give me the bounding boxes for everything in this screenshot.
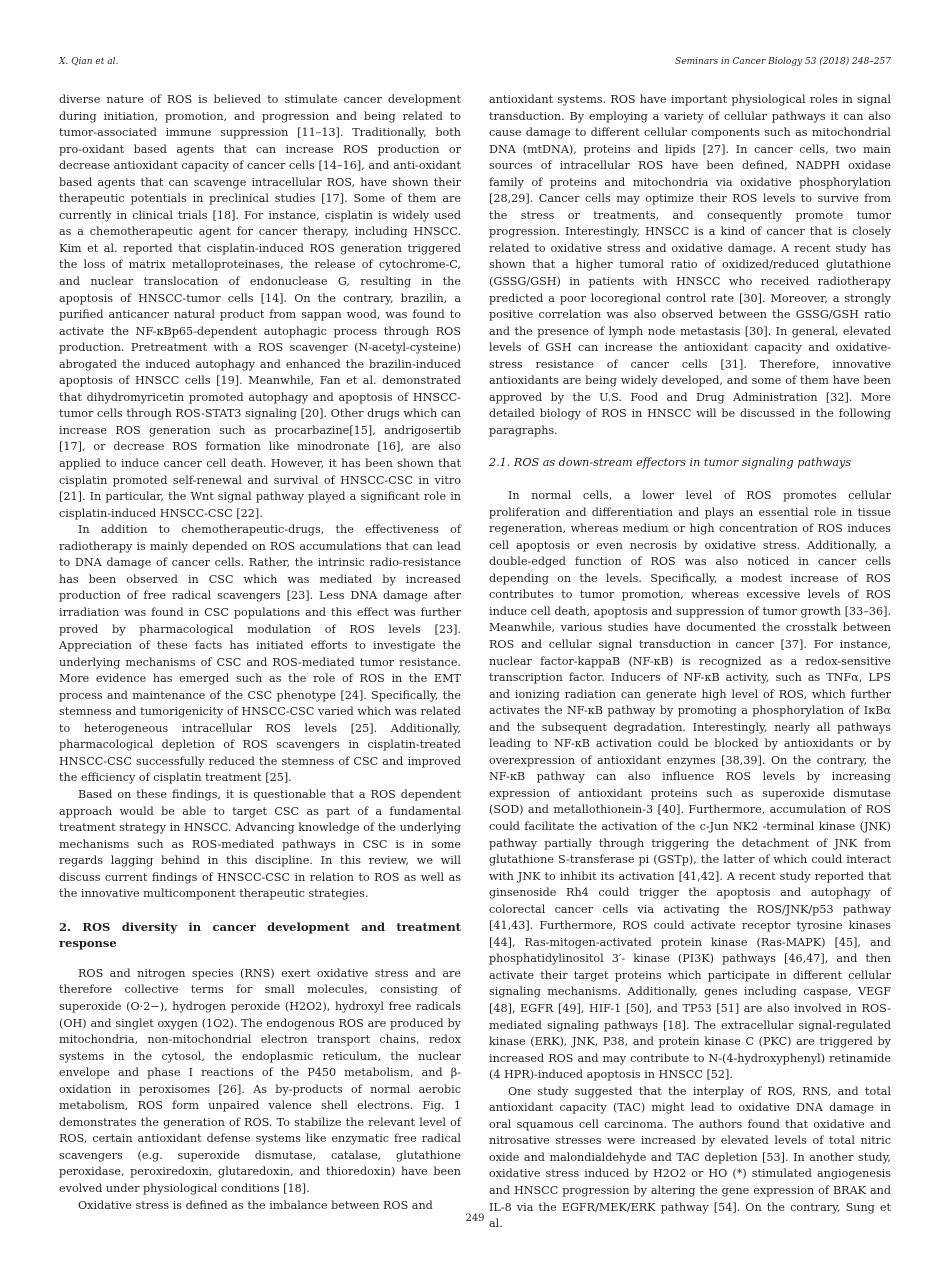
- section-heading: 2. ROS diversity in cancer development and treatment response: [59, 919, 461, 951]
- running-header-journal: Seminars in Cancer Biology 53 (2018) 248–257: [675, 57, 891, 67]
- paragraph: diverse nature of ROS is believed to stimulate cancer development during initiation, promotion, and progression and being related to tumor-associated immune suppression [11–13]. Traditionally, both pro-oxidant based agents that can increase ROS production or decrease antioxidant capacity of cancer cells [14–16], and anti-oxidant based agents that can scavenge intracellular ROS, have shown their therapeutic potentials in preclinical studies [17]. Some of them are currently in clinical trials [18]. For instance, cisplatin is widely used as a chemotherapeutic agent for cancer therapy, including HNSCC. Kim et al. reported that cisplatin-induced ROS generation triggered the loss of matrix metalloproteinases, the release of cytochrome-C, and nuclear translocation of endonuclease G, resulting in the apoptosis of HNSCC-tumor cells [14]. On the contrary, brazilin, a purified anticancer natural product from sappan wood, was found to activate the NF-κBp65-dependent autophagic process through ROS production. Pretreatment with a ROS scavenger (N-acetyl-cysteine) abrogated the induced autophagy and enhanced the brazilin-induced apoptosis of HNSCC cells [19]. Meanwhile, Fan et al. demonstrated that dihydromyricetin promoted autophagy and apoptosis of HNSCC-tumor cells through ROS-STAT3 signaling [20]. Other drugs which can increase ROS generation such as procarbazine[15], andrigosertib [17], or decrease ROS formation like minodronate [16], are also applied to induce cancer cell death. However, it has been shown that cisplatin promoted self-renewal and survival of HNSCC-CSC in vitro [21]. In particular, the Wnt signal pathway played a significant role in cisplatin-induced HNSCC-CSC [22].: [59, 93, 461, 520]
- page-number: 249: [465, 1213, 485, 1224]
- paragraph: ROS and nitrogen species (RNS) exert oxidative stress and are therefore collective terms for small molecules, consisting of superoxide (O·2−), hydrogen peroxide (H2O2), hydroxyl free radicals (OH) and singlet oxygen (1O2). The endogenous ROS are produced by mitochondria, non-mitochondrial electron transport chains, redox systems in the cytosol, the endoplasmic reticulum, the nuclear envelope and phase I reactions of the P450 metabolism, and β-oxidation in peroxisomes [26]. As by-products of normal aerobic metabolism, ROS form unpaired valence shell electrons. Fig. 1 demonstrates the generation of ROS. To stabilize the relevant level of ROS, certain antioxidant defense systems like enzymatic free radical scavengers (e.g. superoxide dismutase, catalase, glutathione peroxidase, peroxiredoxin, glutaredoxin, and thioredoxin) have been evolved under physiological conditions [18].: [59, 966, 461, 1195]
- paragraph: antioxidant systems. ROS have important physiological roles in signal transduction. By employing a variety of cellular pathways it can also cause damage to different cellular components such as mitochondrial DNA (mtDNA), proteins and lipids [27]. In cancer cells, two main sources of intracellular ROS have been defined, NADPH oxidase family of proteins and mitochondria via oxidative phosphorylation [28,29]. Cancer cells may optimize their ROS levels to survive from the stress or treatments, and consequently promote tumor progression. Interestingly, HNSCC is a kind of cancer that is closely related to oxidative stress and oxidative damage. A recent study has shown that a higher tumoral ratio of oxidized/reduced glutathione (GSSG/GSH) in patients with HNSCC who received radiotherapy predicted a poor locoregional control rate [30]. Moreover, a strongly positive correlation was also observed between the GSSG/GSH ratio and the presence of lymph node metastasis [30]. In general, elevated levels of GSH can increase the antioxidant capacity and oxidative-stress resistance of cancer cells [31]. Therefore, innovative antioxidants are being widely developed, and some of them have been approved by the U.S. Food and Drug Administration [32]. More detailed biology of ROS in HNSCC will be discussed in the following paragraphs.: [489, 93, 891, 437]
- paragraph: In normal cells, a lower level of ROS promotes cellular proliferation and differentiation and plays an essential role in tissue regeneration, whereas medium or high concentration of ROS induces cell apoptosis or even necrosis by oxidative stress. Additionally, a double-edged function of ROS was also noticed in cancer cells depending on the levels. Specifically, a modest increase of ROS contributes to tumor promotion, whereas excessive levels of ROS induce cell death, apoptosis and suppression of tumor growth [33–36]. Meanwhile, various studies have documented the crosstalk between ROS and cellular signal transduction in cancer [37]. For instance, nuclear factor-kappaB (NF-κB) is recognized as a redox-sensitive transcription factor. Inducers of NF-κB activity, such as TNFα, LPS and ionizing radiation can generate high level of ROS, which further activates the NF-κB pathway by promoting a phosphorylation of IκBα and the subsequent degradation. Interestingly, nearly all pathways leading to NF-κB activation could be blocked by antioxidants or by overexpression of antioxidant enzymes [38,39]. On the contrary, the NF-κB pathway can also influence ROS levels by increasing expression of antioxidant proteins such as superoxide dismutase (SOD) and metallothionein-3 [40]. Furthermore, accumulation of ROS could facilitate the activation of the c-Jun NK2 -terminal kinase (JNK) pathway partially through triggering the detachment of JNK from glutathione S-transferase pi (GSTp), the latter of which could interact with JNK to inhibit its activation [41,42]. A recent study reported that ginsenoside Rh4 could trigger the apoptosis and autophagy of colorectal cancer cells via activating the ROS/JNK/p53 pathway [41,43]. Furthermore, ROS could activate receptor tyrosine kinases [44], Ras-mitogen-activated protein kinase (Ras-MAPK) [45], and phosphatidylinositol 3′- kinase (PI3K) pathways [46,47], and then activate their target proteins which participate in different cellular signaling mechanisms. Additionally, genes including caspase, VEGF [48], EGFR [49], HIF-1 [50], and TP53 [51] are also involved in ROS-mediated signaling pathways [18]. The extracellular signal-regulated kinase (ERK), JNK, P38, and protein kinase C (PKC) are triggered by increased ROS and may contribute to N-(4-hydroxyphenyl) retinamide (4 HPR)-induced apoptosis in HNSCC [52].: [489, 489, 891, 1082]
- paragraph: Based on these findings, it is questionable that a ROS dependent approach would be able to target CSC as part of a fundamental treatment strategy in HNSCC. Advancing knowledge of the underlying mechanisms such as ROS-mediated pathways in CSC is in some regards lagging behind in this discipline. In this review, we will discuss current findings of HNSCC-CSC in relation to ROS as well as the innovative multicomponent therapeutic strategies.: [59, 787, 461, 901]
- running-header-authors: X. Qian et al.: [59, 57, 119, 67]
- left-column: [59, 92, 461, 1214]
- paragraph: In addition to chemotherapeutic-drugs, the effectiveness of radiotherapy is mainly depended on ROS accumulations that can lead to DNA damage of cancer cells. Rather, the intrinsic radio-resistance has been observed in CSC which was mediated by increased production of free radical scavengers [23]. Less DNA damage after irradiation was found in CSC populations and this effect was further proved by pharmacological modulation of ROS levels [23]. Appreciation of these facts has initiated efforts to investigate the underlying mechanisms of CSC and ROS-mediated tumor resistance. More evidence has emerged such as the role of ROS in the EMT process and maintenance of the CSC phenotype [24]. Specifically, the stemness and tumorigenicity of HNSCC-CSC varied which was related to heterogeneous intracellular ROS levels [25]. Additionally, pharmacological depletion of ROS scavengers in cisplatin-treated HNSCC-CSC successfully reduced the stemness of CSC and improved the efficiency of cisplatin treatment [25].: [59, 523, 461, 785]
- paragraph: One study suggested that the interplay of ROS, RNS, and total antioxidant capacity (TAC) might lead to oxidative DNA damage in oral squamous cell carcinoma. The authors found that oxidative and nitrosative stresses were increased by elevated levels of total nitric oxide and malondialdehyde and TAC depletion [53]. In another study, oxidative stress induced by H2O2 or HO (*) stimulated angiogenesis and HNSCC progression by altering the gene expression of BRAK and IL-8 via the EGFR/MEK/ERK pathway [54]. On the contrary, Sung et al.: [489, 1084, 891, 1231]
- subsection-heading: 2.1. ROS as down-stream effectors in tumor signaling pathways: [489, 456, 852, 470]
- right-column: [489, 92, 891, 1233]
- paragraph: Oxidative stress is defined as the imbalance between ROS and: [78, 1198, 433, 1212]
